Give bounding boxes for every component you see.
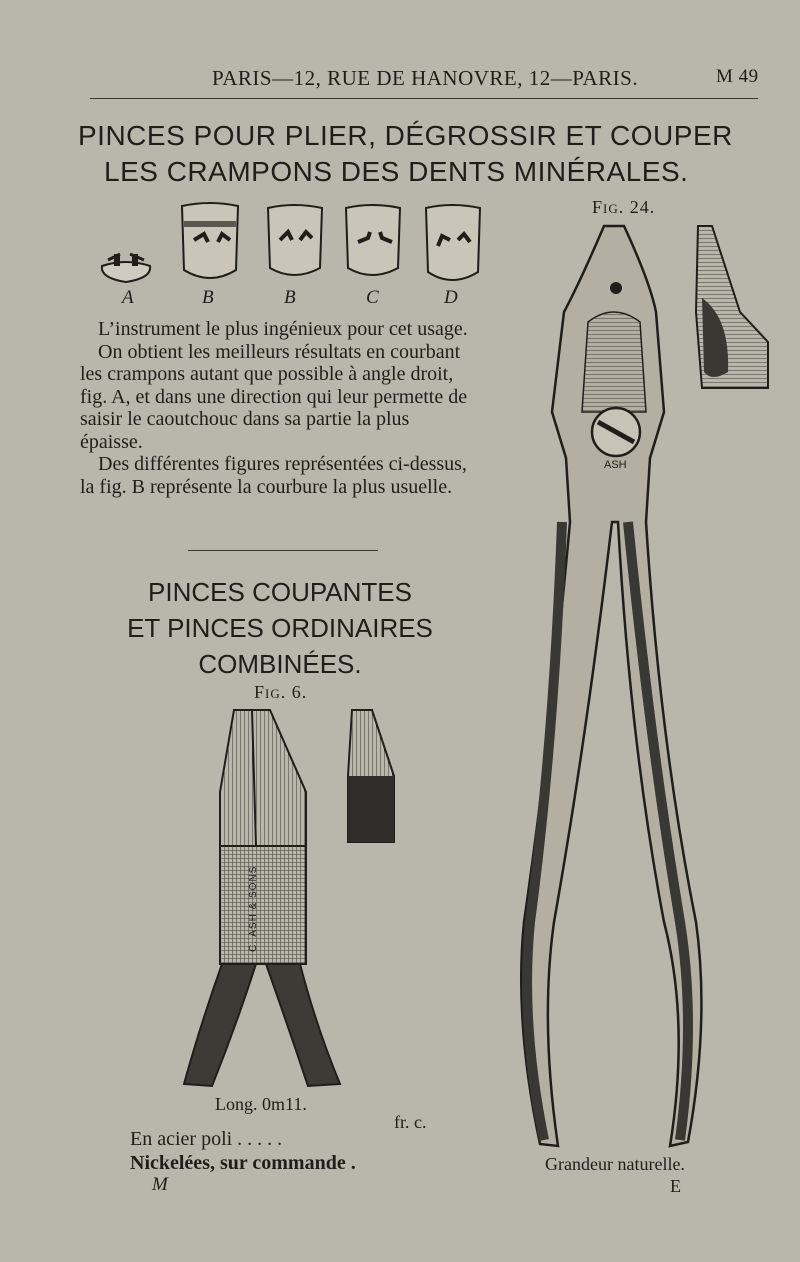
plier-24-marking: ASH bbox=[604, 459, 627, 471]
fig-24-caption: Grandeur naturelle. bbox=[545, 1154, 685, 1174]
paragraph-3: Des différentes figures représentées ci-dessus, la fig. B représente la courbure la plus usuelle. bbox=[80, 453, 467, 498]
crampon-letter-b1: B bbox=[202, 287, 214, 308]
section2-title-line3: COMBINÉES. bbox=[198, 649, 362, 679]
section1-description bbox=[80, 318, 476, 498]
combined-pliers-illustration bbox=[176, 706, 416, 1096]
plier-6-marking: C. ASH & SONS bbox=[248, 865, 259, 952]
crampon-letter-b2: B bbox=[284, 287, 296, 308]
crampon-c-figure bbox=[346, 205, 400, 275]
section2-title bbox=[70, 574, 490, 682]
crampon-b2-figure bbox=[268, 205, 322, 275]
page-number: M 49 bbox=[716, 66, 759, 87]
crampon-letter-d: D bbox=[444, 287, 458, 308]
header-address: PARIS—12, RUE DE HANOVRE, 12—PARIS. bbox=[212, 66, 639, 90]
section-divider bbox=[188, 550, 378, 551]
section2-title-line2: ET PINCES ORDINAIRES bbox=[127, 613, 433, 643]
section1-price-code: E bbox=[670, 1176, 681, 1196]
paragraph-2: On obtient les meilleurs résultats en courbant les crampons autant que possible à angle droit, fig. A, et dans une direction qui leur permette de saisir le caoutchouc dans sa partie la plus épaisse. bbox=[80, 340, 468, 453]
crampon-b1-figure bbox=[182, 203, 238, 278]
price-header: fr. c. bbox=[394, 1112, 427, 1132]
paragraph-1: L’instrument le plus ingénieux pour cet usage. bbox=[98, 318, 468, 340]
section1-title-line1: PINCES POUR PLIER, DÉGROSSIR ET COUPER bbox=[78, 120, 733, 151]
section1-title-line2: LES CRAMPONS DES DENTS MINÉRALES. bbox=[104, 156, 689, 187]
crampon-d-figure bbox=[426, 205, 480, 280]
crampon-figures bbox=[96, 196, 496, 296]
crampon-a-figure bbox=[102, 254, 150, 282]
price-item-nickel: Nickelées, sur commande . bbox=[130, 1152, 356, 1174]
crampon-letter-c: C bbox=[366, 287, 379, 308]
fig-6-label: Fig. 6. bbox=[254, 682, 308, 702]
length-label: Long. 0m11. bbox=[215, 1094, 307, 1114]
price-item-polished: En acier poli . . . . . bbox=[130, 1128, 283, 1150]
fig-24-label: Fig. 24. bbox=[592, 197, 656, 217]
crampon-pliers-illustration bbox=[500, 222, 780, 1152]
section2-title-line1: PINCES COUPANTES bbox=[148, 577, 412, 607]
header-rule bbox=[90, 98, 758, 99]
section2-price-code: M bbox=[152, 1174, 168, 1195]
crampon-letter-a: A bbox=[122, 287, 134, 308]
